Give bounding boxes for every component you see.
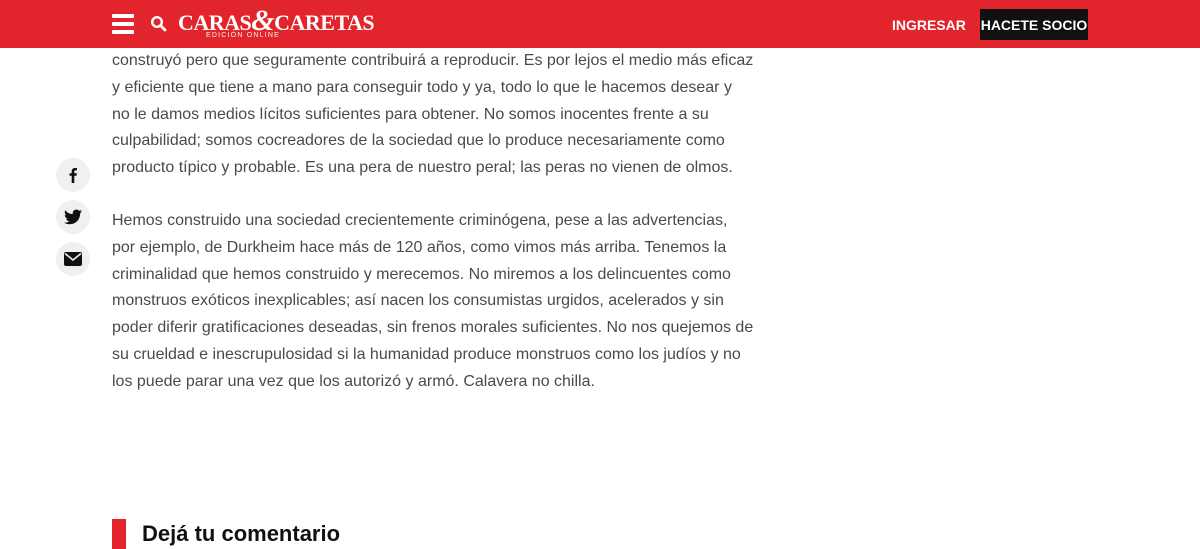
site-logo[interactable]	[178, 4, 378, 42]
join-button[interactable]: HACETE SOCIO	[980, 9, 1088, 40]
article-paragraph: construyó pero que seguramente contribuirá a reproducir. Es por lejos el medio más eficaz y eficiente que tiene a mano para conseguir todo y ya, todo lo que le hacemos desear y no le damos medios lícitos suficientes para obtener. No somos inocentes frente a su culpabilidad; somos cocreadores de la sociedad que lo produce necesariamente como producto típico y probable. Es una pera de nuestro peral; las peras no vienen de olmos.	[112, 52, 754, 177]
email-share-button[interactable]	[56, 242, 90, 276]
login-link[interactable]: INGRESAR	[892, 17, 966, 33]
article-paragraph: Hemos construido una sociedad crecientemente criminógena, pese a las advertencias, por ejemplo, de Durkheim hace más de 120 años, como vimos más arriba. Tenemos la criminalidad que hemos construido y merecemos. No miremos a los delincuentes como monstruos exóticos inexplicables; así nacen los consumistas urgidos, acelerados y sin poder diferir gratificaciones deseadas, sin frenos morales suficientes. No nos quejemos de su crueldad e inescrupulosidad si la humanidad produce monstruos como los judíos y no los puede parar una vez que los autorizó y armó. Calavera no chilla.	[112, 211, 754, 390]
article-body	[112, 48, 754, 396]
search-icon[interactable]	[150, 15, 168, 33]
twitter-share-button[interactable]	[56, 200, 90, 234]
comments-heading	[112, 519, 512, 549]
comments-title: Dejá tu comentario	[142, 521, 341, 546]
facebook-share-button[interactable]	[56, 158, 90, 192]
menu-icon[interactable]	[112, 14, 134, 34]
heading-accent-bar	[112, 519, 126, 549]
twitter-icon	[64, 209, 82, 225]
logo-subtitle: EDICIÓN ONLINE	[206, 32, 280, 39]
logo-wordmark: CARAS&CARETAS	[178, 4, 375, 37]
email-icon	[64, 252, 82, 266]
facebook-icon	[65, 167, 81, 183]
top-bar	[0, 0, 1200, 48]
